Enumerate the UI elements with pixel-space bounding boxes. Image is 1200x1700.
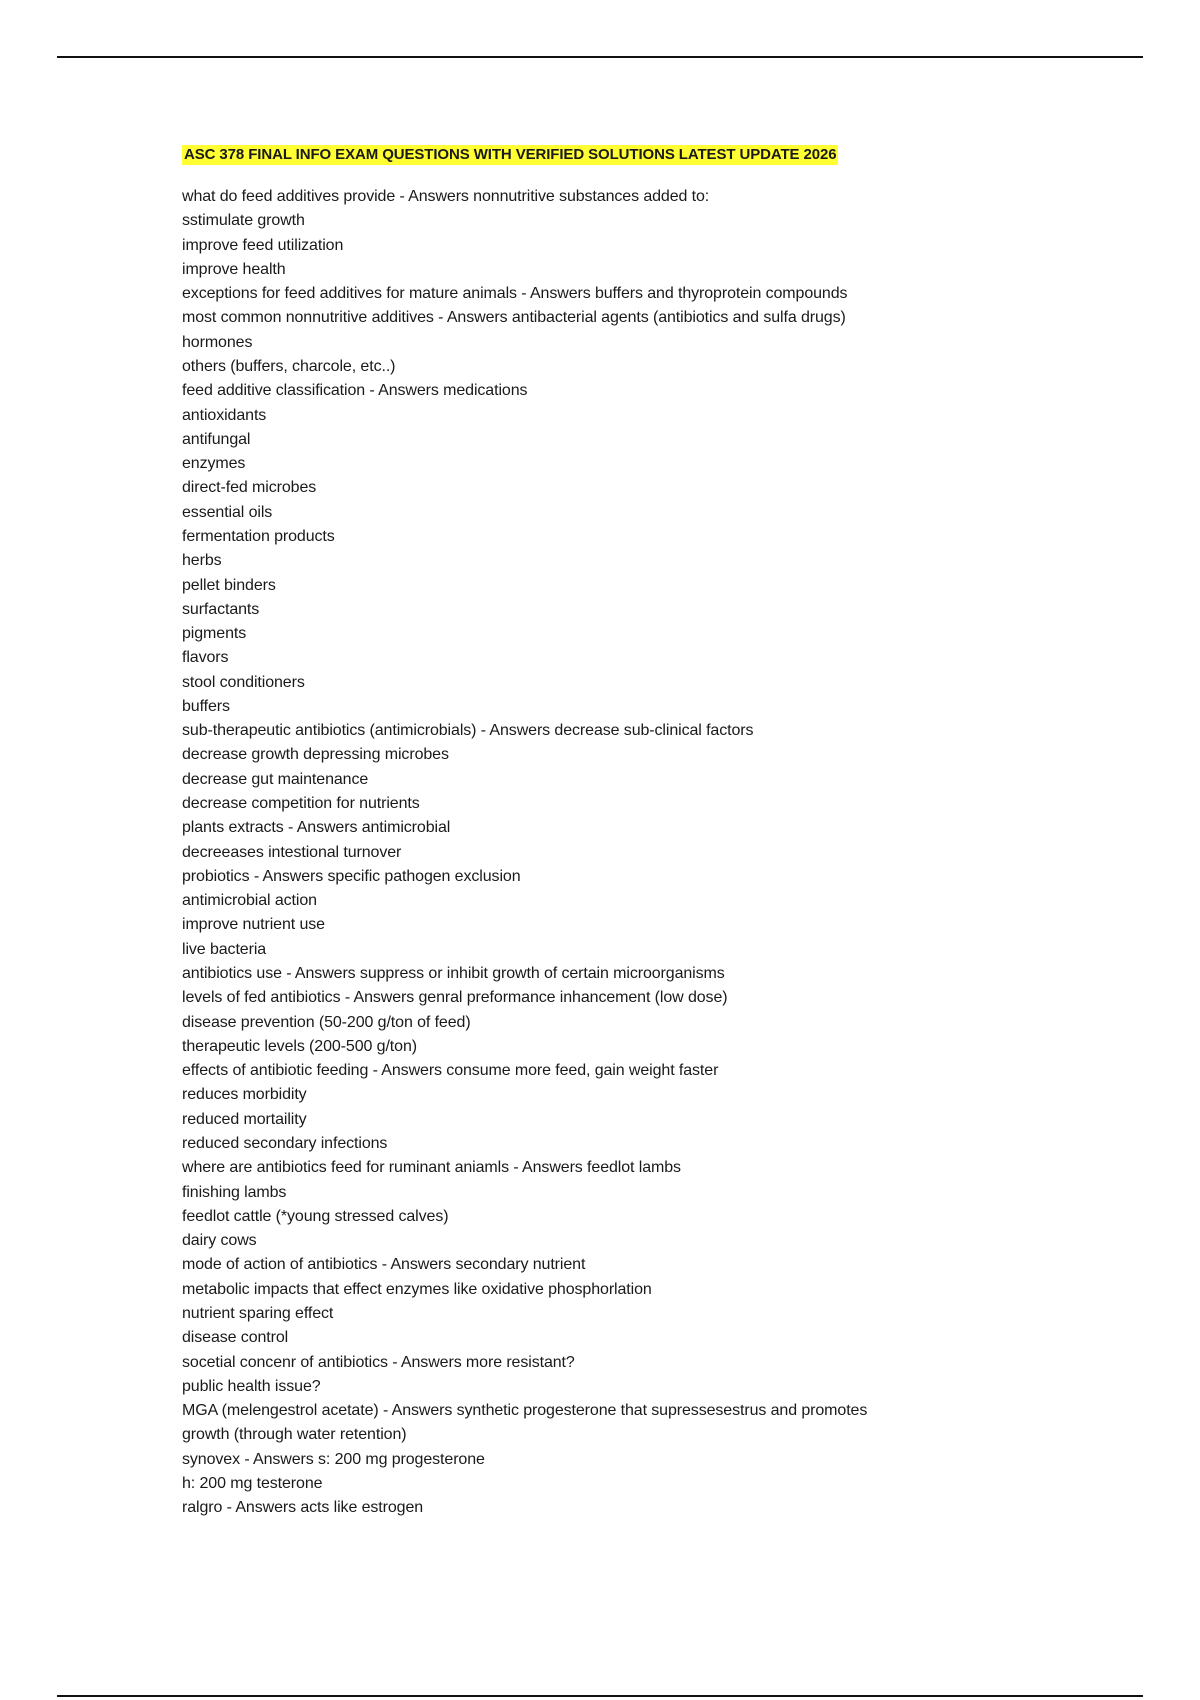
- text-line: nutrient sparing effect: [182, 1304, 334, 1322]
- text-line: antimicrobial action: [182, 892, 317, 910]
- page-header-rule: [57, 56, 1143, 58]
- text-line: buffers: [182, 697, 230, 715]
- text-line: direct-fed microbes: [182, 479, 317, 497]
- text-line: sstimulate growth: [182, 212, 305, 230]
- text-line: live bacteria: [182, 940, 267, 958]
- text-line: enzymes: [182, 455, 246, 473]
- text-line: feedlot cattle (*young stressed calves): [182, 1207, 449, 1225]
- text-line: herbs: [182, 552, 222, 570]
- text-line: plants extracts - Answers antimicrobial: [182, 819, 451, 837]
- text-line: growth (through water retention): [182, 1426, 407, 1444]
- text-line: levels of fed antibiotics - Answers genral preformance inhancement (low dose): [182, 989, 728, 1007]
- text-line: surfactants: [182, 600, 260, 618]
- document-body: [182, 145, 1042, 1520]
- text-line: where are antibiotics feed for ruminant aniamls - Answers feedlot lambs: [182, 1159, 681, 1177]
- page-footer-rule: [57, 1695, 1143, 1697]
- text-line: hormones: [182, 333, 253, 351]
- text-line: public health issue?: [182, 1377, 321, 1395]
- document-title: ASC 378 FINAL INFO EXAM QUESTIONS WITH VERIFIED SOLUTIONS LATEST UPDATE 2026: [184, 146, 837, 163]
- text-line: feed additive classification - Answers medications: [182, 382, 528, 400]
- text-line: improve nutrient use: [182, 916, 325, 934]
- text-line: what do feed additives provide - Answers nonnutritive substances added to:: [182, 188, 710, 205]
- text-line: MGA (melengestrol acetate) - Answers synthetic progesterone that supressesestrus and promotes: [182, 1402, 868, 1420]
- text-line: stool conditioners: [182, 673, 305, 691]
- text-line: socetial concenr of antibiotics - Answers more resistant?: [182, 1353, 575, 1371]
- text-line: improve feed utilization: [182, 236, 344, 254]
- text-line: finishing lambs: [182, 1183, 287, 1201]
- text-line: flavors: [182, 649, 229, 667]
- text-line: h: 200 mg testerone: [182, 1474, 323, 1492]
- text-line: decrease gut maintenance: [182, 770, 369, 788]
- question-answer-list: [182, 185, 1042, 1520]
- text-line: metabolic impacts that effect enzymes like oxidative phosphorlation: [182, 1280, 652, 1298]
- text-line: decreeases intestional turnover: [182, 843, 402, 861]
- text-line: decrease growth depressing microbes: [182, 746, 449, 764]
- text-line: reduces morbidity: [182, 1086, 307, 1104]
- text-line: effects of antibiotic feeding - Answers consume more feed, gain weight faster: [182, 1062, 719, 1080]
- text-line: dairy cows: [182, 1232, 257, 1250]
- text-line: fermentation products: [182, 527, 335, 545]
- text-line: disease control: [182, 1329, 289, 1347]
- text-line: exceptions for feed additives for mature animals - Answers buffers and thyroprotein compounds: [182, 285, 848, 303]
- text-line: improve health: [182, 260, 286, 278]
- text-line: probiotics - Answers specific pathogen exclusion: [182, 867, 521, 885]
- text-line: reduced secondary infections: [182, 1134, 388, 1152]
- text-line: therapeutic levels (200-500 g/ton): [182, 1037, 417, 1055]
- text-line: synovex - Answers s: 200 mg progesterone: [182, 1450, 485, 1468]
- text-line: disease prevention (50-200 g/ton of feed): [182, 1013, 471, 1031]
- text-line: mode of action of antibiotics - Answers secondary nutrient: [182, 1256, 586, 1274]
- text-line: pellet binders: [182, 576, 276, 594]
- text-line: antioxidants: [182, 406, 267, 424]
- text-line: antibiotics use - Answers suppress or inhibit growth of certain microorganisms: [182, 965, 725, 982]
- text-line: others (buffers, charcole, etc..): [182, 357, 396, 375]
- text-line: most common nonnutritive additives - Answers antibacterial agents (antibiotics and sulfa drugs): [182, 309, 846, 327]
- text-line: decrease competition for nutrients: [182, 795, 420, 813]
- text-line: reduced mortaility: [182, 1110, 307, 1128]
- text-line: sub-therapeutic antibiotics (antimicrobials) - Answers decrease sub-clinical factors: [182, 722, 754, 740]
- text-line: antifungal: [182, 430, 251, 448]
- text-line: ralgro - Answers acts like estrogen: [182, 1499, 424, 1517]
- text-line: essential oils: [182, 503, 273, 521]
- text-line: pigments: [182, 625, 247, 643]
